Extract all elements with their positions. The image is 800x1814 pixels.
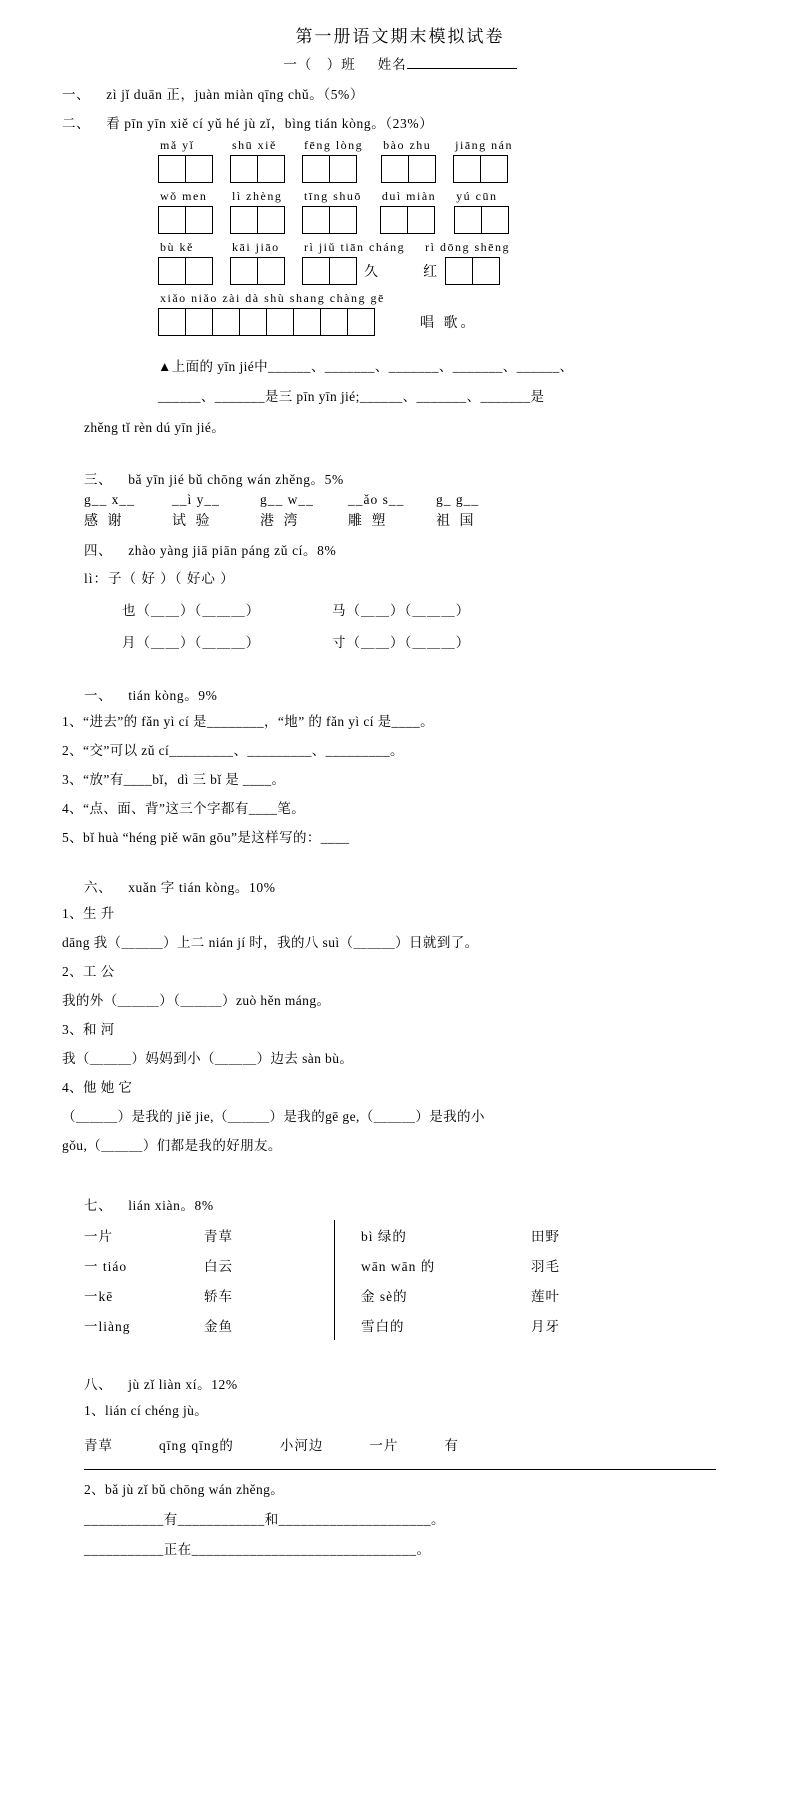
section-4-number: 四、 bbox=[84, 542, 113, 558]
section-8-sub1: 1、lián cí chéng jù。 bbox=[84, 1402, 209, 1418]
tianzige-boxes[interactable] bbox=[158, 206, 212, 234]
section-7-heading bbox=[84, 1194, 738, 1214]
section-8-sub2: 2、bǎ jù zǐ bǔ chōng wán zhěng。 bbox=[84, 1481, 285, 1497]
section-8-number: 八、 bbox=[84, 1376, 113, 1392]
section-5-item[interactable]: 4、“点、面、背”这三个字都有____笔。 bbox=[62, 800, 306, 816]
pinyin-label: shū xiě bbox=[232, 138, 277, 152]
section-6-item: 2、工 公 bbox=[62, 963, 115, 979]
hanzi-word: 雕 塑 bbox=[348, 513, 389, 529]
section-6-item: 4、他 她 它 bbox=[62, 1079, 133, 1095]
section-3-pinyin-row[interactable] bbox=[84, 492, 738, 508]
section-6-item[interactable]: dāng 我（＿＿＿）上二 nián jí 时，我的八 suì（＿＿＿）日就到了。 bbox=[62, 934, 479, 950]
section-3-text: bǎ yīn jié bǔ chōng wán zhěng。5% bbox=[128, 471, 344, 487]
section-6-number: 六、 bbox=[84, 879, 113, 895]
given-char: 久 bbox=[364, 265, 378, 280]
pinyin-group bbox=[423, 240, 510, 285]
section-6-item[interactable]: gǒu,（＿＿＿）们都是我的好朋友。 bbox=[62, 1137, 282, 1153]
pinyin-group bbox=[158, 240, 212, 285]
tianzige-boxes[interactable] bbox=[381, 155, 435, 183]
section-4-text: zhào yàng jiā piān páng zǔ cí。8% bbox=[128, 542, 337, 558]
match-adjective[interactable]: bì 绿的 bbox=[361, 1228, 407, 1244]
section-5-text: tián kòng。9% bbox=[128, 687, 218, 703]
section-1-text: zì jǐ duān 正，juàn miàn qīng chǔ。（5%） bbox=[106, 87, 364, 102]
pinyin-label: bù kě bbox=[160, 240, 194, 254]
scrambled-words bbox=[84, 1434, 738, 1454]
match-row[interactable] bbox=[84, 1220, 738, 1250]
tianzige-boxes[interactable] bbox=[453, 155, 513, 183]
name-label: 姓名 bbox=[377, 57, 407, 72]
hanzi-word: 港 湾 bbox=[260, 513, 301, 529]
pinyin-label: jiāng nán bbox=[455, 138, 513, 152]
match-noun2[interactable]: 月牙 bbox=[531, 1318, 560, 1334]
name-blank[interactable] bbox=[407, 55, 517, 69]
section-7-number: 七、 bbox=[84, 1197, 113, 1213]
pinyin-blank[interactable]: g__ x__ bbox=[84, 491, 135, 507]
word-item[interactable]: 小河边 bbox=[279, 1437, 324, 1453]
pinyin-group bbox=[453, 138, 513, 183]
pinyin-label: mǎ yǐ bbox=[160, 138, 195, 152]
page-subtitle bbox=[62, 53, 738, 73]
pinyin-label: rì jiǔ tiān cháng bbox=[304, 240, 406, 254]
hanzi-word: 感 谢 bbox=[84, 513, 125, 529]
match-noun[interactable]: 白云 bbox=[204, 1258, 233, 1274]
page-title: 第一册语文期末模拟试卷 bbox=[295, 27, 505, 46]
tianzige-boxes[interactable] bbox=[230, 257, 284, 285]
pinyin-group bbox=[454, 189, 508, 234]
tianzige-boxes[interactable] bbox=[454, 206, 508, 234]
match-quantifier[interactable]: 一kē bbox=[84, 1288, 114, 1304]
word-item[interactable]: qīng qīng的 bbox=[159, 1437, 234, 1453]
matching-exercise[interactable] bbox=[84, 1220, 738, 1340]
section-5-item[interactable]: 2、“交”可以 zǔ cí_________、_________、_________。 bbox=[62, 742, 404, 758]
pinyin-label: tīng shuō bbox=[304, 189, 362, 203]
section-6-text: xuǎn 字 tián kòng。10% bbox=[128, 879, 276, 895]
tianzige-boxes[interactable] bbox=[230, 206, 284, 234]
match-adjective[interactable]: 金 sè的 bbox=[361, 1288, 408, 1304]
answer-line[interactable] bbox=[84, 1468, 716, 1470]
match-quantifier[interactable]: 一 tiáo bbox=[84, 1258, 128, 1274]
pinyin-label: bào zhu bbox=[383, 138, 432, 152]
section-1-heading bbox=[62, 83, 738, 103]
section-6-item[interactable]: 我的外（＿＿＿）（＿＿＿）zuò hěn máng。 bbox=[62, 992, 331, 1008]
match-noun[interactable]: 青草 bbox=[204, 1228, 233, 1244]
match-noun2[interactable]: 羽毛 bbox=[531, 1258, 560, 1274]
section-8-heading bbox=[84, 1373, 738, 1393]
section-3-heading bbox=[84, 468, 738, 488]
section-5-number: 一、 bbox=[84, 687, 113, 703]
section-7-text: lián xiàn。8% bbox=[128, 1197, 214, 1213]
match-row[interactable] bbox=[84, 1310, 738, 1340]
section-5-item[interactable]: 5、bǐ huà “héng piě wān gōu”是这样写的：____ bbox=[62, 829, 350, 845]
match-adjective[interactable]: 雪白的 bbox=[361, 1318, 405, 1334]
tianzige-boxes[interactable] bbox=[423, 257, 510, 285]
pinyin-group bbox=[158, 138, 212, 183]
section-6-item: 1、生 升 bbox=[62, 905, 115, 921]
match-divider bbox=[334, 1250, 335, 1280]
pinyin-label: lì zhèng bbox=[232, 189, 283, 203]
tianzige-boxes[interactable] bbox=[302, 206, 362, 234]
section-2-number: 二、 bbox=[62, 116, 91, 131]
pinyin-group bbox=[302, 189, 362, 234]
match-divider bbox=[334, 1220, 335, 1250]
pinyin-group bbox=[158, 291, 478, 336]
match-divider bbox=[334, 1280, 335, 1310]
tianzige-boxes[interactable] bbox=[230, 155, 284, 183]
section-6-item[interactable]: （＿＿＿）是我的 jiě jie,（＿＿＿）是我的gē ge,（＿＿＿）是我的小 bbox=[62, 1108, 485, 1124]
pinyin-label: kāi jiāo bbox=[232, 240, 280, 254]
given-text: 唱 歌。 bbox=[420, 316, 478, 331]
tianzige-boxes[interactable] bbox=[302, 155, 363, 183]
section-2-note-1: ▲上面的 yīn jié中______、_______、_______、_______、______、 bbox=[158, 359, 574, 374]
pinyin-label: fēng lòng bbox=[304, 138, 364, 152]
class-field: 一（ ）班 bbox=[283, 57, 356, 72]
pinyin-group bbox=[302, 138, 363, 183]
section-4-pair-row[interactable] bbox=[122, 599, 738, 619]
tianzige-boxes[interactable] bbox=[158, 308, 478, 336]
section-2-note-2: ______、_______是三 pīn yīn jié;______、_______、_______是 bbox=[158, 389, 545, 405]
word-item[interactable]: 青草 bbox=[84, 1437, 113, 1453]
match-noun[interactable]: 金鱼 bbox=[204, 1318, 233, 1334]
tianzige-boxes[interactable] bbox=[302, 257, 405, 285]
section-4-heading bbox=[84, 539, 738, 559]
pinyin-blank[interactable]: __ì y__ bbox=[172, 491, 220, 507]
match-noun2[interactable]: 莲叶 bbox=[531, 1288, 560, 1304]
pinyin-group bbox=[230, 240, 284, 285]
section-5-item[interactable]: 3、“放”有____bǐ，dì 三 bǐ 是 ____。 bbox=[62, 771, 286, 787]
match-divider bbox=[334, 1310, 335, 1340]
match-quantifier[interactable]: 一片 bbox=[84, 1228, 113, 1244]
section-2-heading bbox=[62, 112, 738, 132]
section-2-text: 看 pīn yīn xiě cí yǔ hé jù zǐ，bìng tián kòng。（23%） bbox=[106, 116, 434, 131]
radical-blank[interactable]: 马（＿＿）（＿＿＿） bbox=[332, 602, 471, 618]
section-2-note-3: zhěng tǐ rèn dú yīn jié。 bbox=[84, 419, 226, 435]
pinyin-label: rì dōng shēng bbox=[425, 240, 510, 254]
section-8-text: jù zǐ liàn xí。12% bbox=[128, 1376, 238, 1392]
section-4-pair-row[interactable] bbox=[122, 631, 738, 651]
radical-blank[interactable]: 月（＿＿）（＿＿＿） bbox=[122, 634, 261, 650]
radical-blank[interactable]: 寸（＿＿）（＿＿＿） bbox=[332, 634, 471, 650]
section-3-hanzi-row bbox=[84, 510, 738, 530]
section-6-heading bbox=[84, 876, 738, 896]
pinyin-label: yú cūn bbox=[456, 189, 498, 203]
hanzi-word: 祖 国 bbox=[436, 513, 477, 529]
hanzi-word: 试 验 bbox=[172, 513, 213, 529]
pinyin-group bbox=[230, 189, 284, 234]
section-8-blank[interactable]: ___________有____________和_____________________。 bbox=[84, 1511, 445, 1527]
section-6-item[interactable]: 我（＿＿＿）妈妈到小（＿＿＿）边去 sàn bù。 bbox=[62, 1050, 354, 1066]
tianzige-boxes[interactable] bbox=[380, 206, 436, 234]
pinyin-group bbox=[381, 138, 435, 183]
match-noun2[interactable]: 田野 bbox=[531, 1228, 560, 1244]
pinyin-group bbox=[230, 138, 284, 183]
match-row[interactable] bbox=[84, 1280, 738, 1310]
match-quantifier[interactable]: 一liàng bbox=[84, 1318, 131, 1334]
section-3-number: 三、 bbox=[84, 471, 113, 487]
pinyin-label: wǒ men bbox=[160, 189, 208, 203]
pinyin-box-row bbox=[158, 138, 738, 183]
match-noun[interactable]: 轿车 bbox=[204, 1288, 233, 1304]
match-adjective[interactable]: wān wān 的 bbox=[361, 1258, 436, 1274]
match-row[interactable] bbox=[84, 1250, 738, 1280]
section-4-example: lì：子（ 好 ）（ 好心 ） bbox=[84, 570, 235, 586]
pinyin-blank[interactable]: __ǎo s__ bbox=[348, 491, 405, 507]
given-char: 红 bbox=[423, 265, 438, 280]
pinyin-label: duì miàn bbox=[381, 189, 437, 203]
pinyin-group bbox=[380, 189, 436, 234]
tianzige-boxes[interactable] bbox=[158, 155, 212, 183]
pinyin-box-row bbox=[158, 189, 738, 234]
pinyin-blank[interactable]: g_ g__ bbox=[436, 491, 480, 507]
pinyin-blank[interactable]: g__ w__ bbox=[260, 491, 314, 507]
word-item[interactable]: 一片 bbox=[369, 1437, 399, 1453]
section-5-heading bbox=[84, 684, 738, 704]
word-item[interactable]: 有 bbox=[444, 1437, 459, 1453]
pinyin-label: xiǎo niǎo zài dà shù shang chàng gē bbox=[160, 291, 385, 305]
tianzige-boxes[interactable] bbox=[158, 257, 212, 285]
section-1-number: 一、 bbox=[62, 87, 91, 102]
radical-blank[interactable]: 也（＿＿）（＿＿＿） bbox=[122, 602, 261, 618]
pinyin-box-row bbox=[158, 240, 738, 285]
section-8-blank[interactable]: ___________正在_______________________________。 bbox=[84, 1541, 431, 1557]
section-5-item[interactable]: 1、“进去”的 fǎn yì cí 是________，“地” 的 fǎn yì cí 是____。 bbox=[62, 713, 435, 729]
pinyin-group bbox=[158, 189, 212, 234]
section-6-item: 3、和 河 bbox=[62, 1021, 115, 1037]
pinyin-box-row bbox=[158, 291, 738, 336]
pinyin-group bbox=[302, 240, 405, 285]
